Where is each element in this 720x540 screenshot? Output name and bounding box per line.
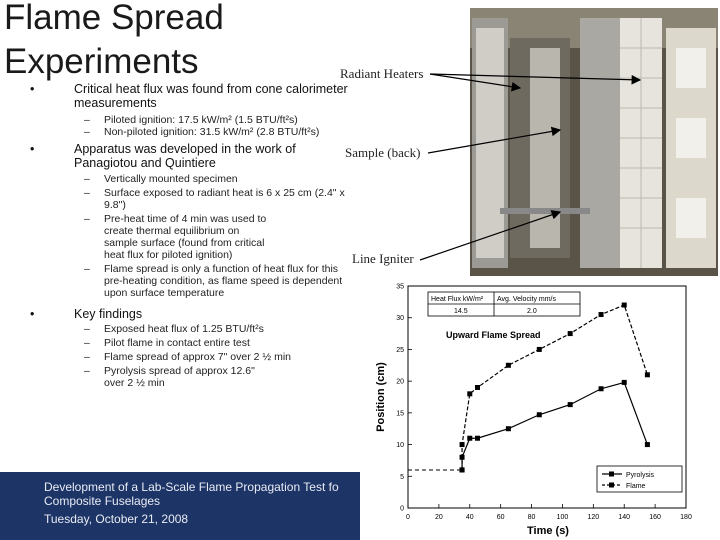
igniter-rod — [500, 208, 590, 214]
data-point-flame — [537, 347, 542, 352]
bullet-text: Critical heat flux was found from cone calorimeter measurements — [74, 82, 348, 110]
y-tick-label: 20 — [396, 378, 404, 386]
data-point-pyrolysis — [475, 436, 480, 441]
bullet-list — [20, 82, 350, 389]
x-tick-label: 120 — [587, 514, 600, 521]
slide-title-line2: Experiments — [4, 42, 199, 81]
sub-bullet: – Piloted ignition: 17.5 kW/m² (1.5 BTU/ft²s) — [84, 114, 298, 126]
sub-bullet: – Flame spread of approx 7" over 2 ½ min — [84, 351, 291, 363]
chart-title: Upward Flame Spread — [446, 330, 541, 340]
data-point-pyrolysis — [622, 380, 627, 385]
sub-bullet-text: Pyrolysis spread of approx 12.6" over 2 ½ min — [104, 365, 255, 389]
data-point-flame — [645, 372, 650, 377]
footer-bar — [0, 472, 360, 540]
x-tick-label: 140 — [618, 514, 631, 521]
data-point-flame — [568, 331, 573, 336]
y-tick-label: 15 — [396, 410, 404, 418]
y-tick-label: 30 — [396, 315, 404, 323]
callout-sample-back: Sample (back) — [345, 145, 421, 160]
sub-bullet-text: Surface exposed to radiant heat is 6 x 25 cm (2.4" x 9.8") — [104, 187, 345, 211]
sub-bullet-text: Flame spread of approx 7" over 2 ½ min — [104, 351, 291, 363]
slide-title — [4, 0, 224, 84]
sub-bullet: – Flame spread is only a function of heat flux for this pre-heating condition, as flame speed is dependent upon surface temperature — [84, 263, 343, 299]
y-tick-label: 5 — [400, 473, 404, 481]
bullet-marker: • — [30, 82, 35, 96]
legend-marker-flame — [609, 483, 614, 488]
bullet-marker: • — [30, 307, 35, 321]
sub-bullet-text: Flame spread is only a function of heat flux for this pre-heating condition, as flame speed is dependent upon surface temperature — [104, 263, 343, 299]
info-table-cell: 2.0 — [527, 308, 537, 315]
chart-background — [372, 278, 718, 540]
legend-marker-pyrolysis — [609, 472, 614, 477]
info-table-header: Avg. Velocity mm/s — [497, 296, 557, 303]
x-tick-label: 40 — [465, 514, 474, 521]
callout-line-igniter: Line Igniter — [352, 251, 414, 266]
footer-date: Tuesday, October 21, 2008 — [44, 512, 189, 526]
sub-bullet: – Surface exposed to radiant heat is 6 x 25 cm (2.4" x 9.8") — [84, 187, 345, 211]
sub-bullet-text: Vertically mounted specimen — [104, 173, 238, 185]
bullet-item — [20, 307, 350, 321]
cabinet-panel — [676, 118, 706, 158]
sub-bullet: – Pilot flame in contact entire test — [84, 337, 250, 349]
bullet-marker: • — [30, 142, 35, 156]
sub-bullet-text: Exposed heat flux of 1.25 BTU/ft²s — [104, 323, 264, 335]
legend-label-flame: Flame — [626, 483, 646, 490]
x-axis-label: Time (s) — [527, 525, 569, 537]
data-point-flame — [475, 385, 480, 390]
x-tick-label: 80 — [527, 514, 536, 521]
x-tick-label: 180 — [680, 514, 692, 521]
data-point-pyrolysis — [645, 442, 650, 447]
sub-bullet-text: Pre-heat time of 4 min was used to create thermal equilibrium on sample surface (found from critical heat flux for piloted ignition) — [104, 213, 267, 261]
info-table-header: Heat Flux kW/m² — [431, 296, 484, 303]
data-point-pyrolysis — [506, 426, 511, 431]
legend-label-pyrolysis: Pyrolysis — [626, 472, 655, 479]
data-point-flame — [599, 312, 604, 317]
footer-title: Development of a Lab-Scale Flame Propagation Test fo — [44, 480, 339, 494]
sub-bullet: – Exposed heat flux of 1.25 BTU/ft²s — [84, 323, 264, 335]
sub-bullet-text: Piloted ignition: 17.5 kW/m² (1.5 BTU/ft²s) — [104, 114, 298, 126]
slide-title-line1: Flame Spread — [4, 0, 224, 37]
sample-holder — [530, 48, 560, 248]
y-axis-label: Position (cm) — [375, 362, 387, 432]
callout-radiant-heaters: Radiant Heaters — [340, 66, 424, 81]
heater-panel-left-face — [476, 28, 504, 258]
cabinet-panel — [676, 48, 706, 88]
bullet-text: Key findings — [74, 307, 143, 321]
data-point-flame — [622, 303, 627, 308]
y-tick-label: 25 — [396, 346, 404, 354]
sub-bullet: – Pre-heat time of 4 min was used to create thermal equilibrium on sample surface (found from critical heat flux for piloted ignition) — [84, 213, 267, 261]
y-tick-label: 35 — [396, 283, 404, 291]
data-point-pyrolysis — [599, 386, 604, 391]
info-table-cell: 14.5 — [454, 308, 468, 315]
info-table — [428, 292, 580, 316]
apparatus-photo — [470, 8, 718, 276]
x-tick-label: 160 — [649, 514, 661, 521]
bullet-item — [20, 142, 344, 170]
footer-subtitle: Composite Fuselages — [44, 494, 161, 508]
data-point-pyrolysis — [537, 412, 542, 417]
sub-bullet: – Vertically mounted specimen — [84, 173, 238, 185]
x-tick-label: 0 — [406, 514, 410, 521]
y-tick-label: 10 — [396, 442, 404, 450]
data-point-pyrolysis — [568, 402, 573, 407]
bullet-item — [20, 82, 350, 110]
x-tick-label: 60 — [496, 514, 505, 521]
data-point-pyrolysis — [467, 436, 472, 441]
flame-spread-chart — [372, 278, 718, 540]
x-tick-label: 20 — [434, 514, 443, 521]
sub-bullet: – Non-piloted ignition: 31.5 kW/m² (2.8 BTU/ft²s) — [84, 126, 320, 138]
data-point-flame — [460, 467, 465, 472]
data-point-flame — [506, 363, 511, 368]
sub-bullet: – Pyrolysis spread of approx 12.6" over 2 ½ min — [84, 365, 255, 389]
data-point-flame — [467, 391, 472, 396]
sub-bullet-text: Non-piloted ignition: 31.5 kW/m² (2.8 BTU/ft²s) — [104, 126, 320, 138]
data-point-flame — [460, 442, 465, 447]
x-tick-label: 100 — [556, 514, 569, 521]
sub-bullet-text: Pilot flame in contact entire test — [104, 337, 250, 349]
bullet-text: Apparatus was developed in the work of Panagiotou and Quintiere — [74, 142, 296, 170]
cabinet-panel — [676, 198, 706, 238]
y-tick-label: 0 — [400, 505, 404, 513]
chart-legend — [597, 466, 682, 492]
